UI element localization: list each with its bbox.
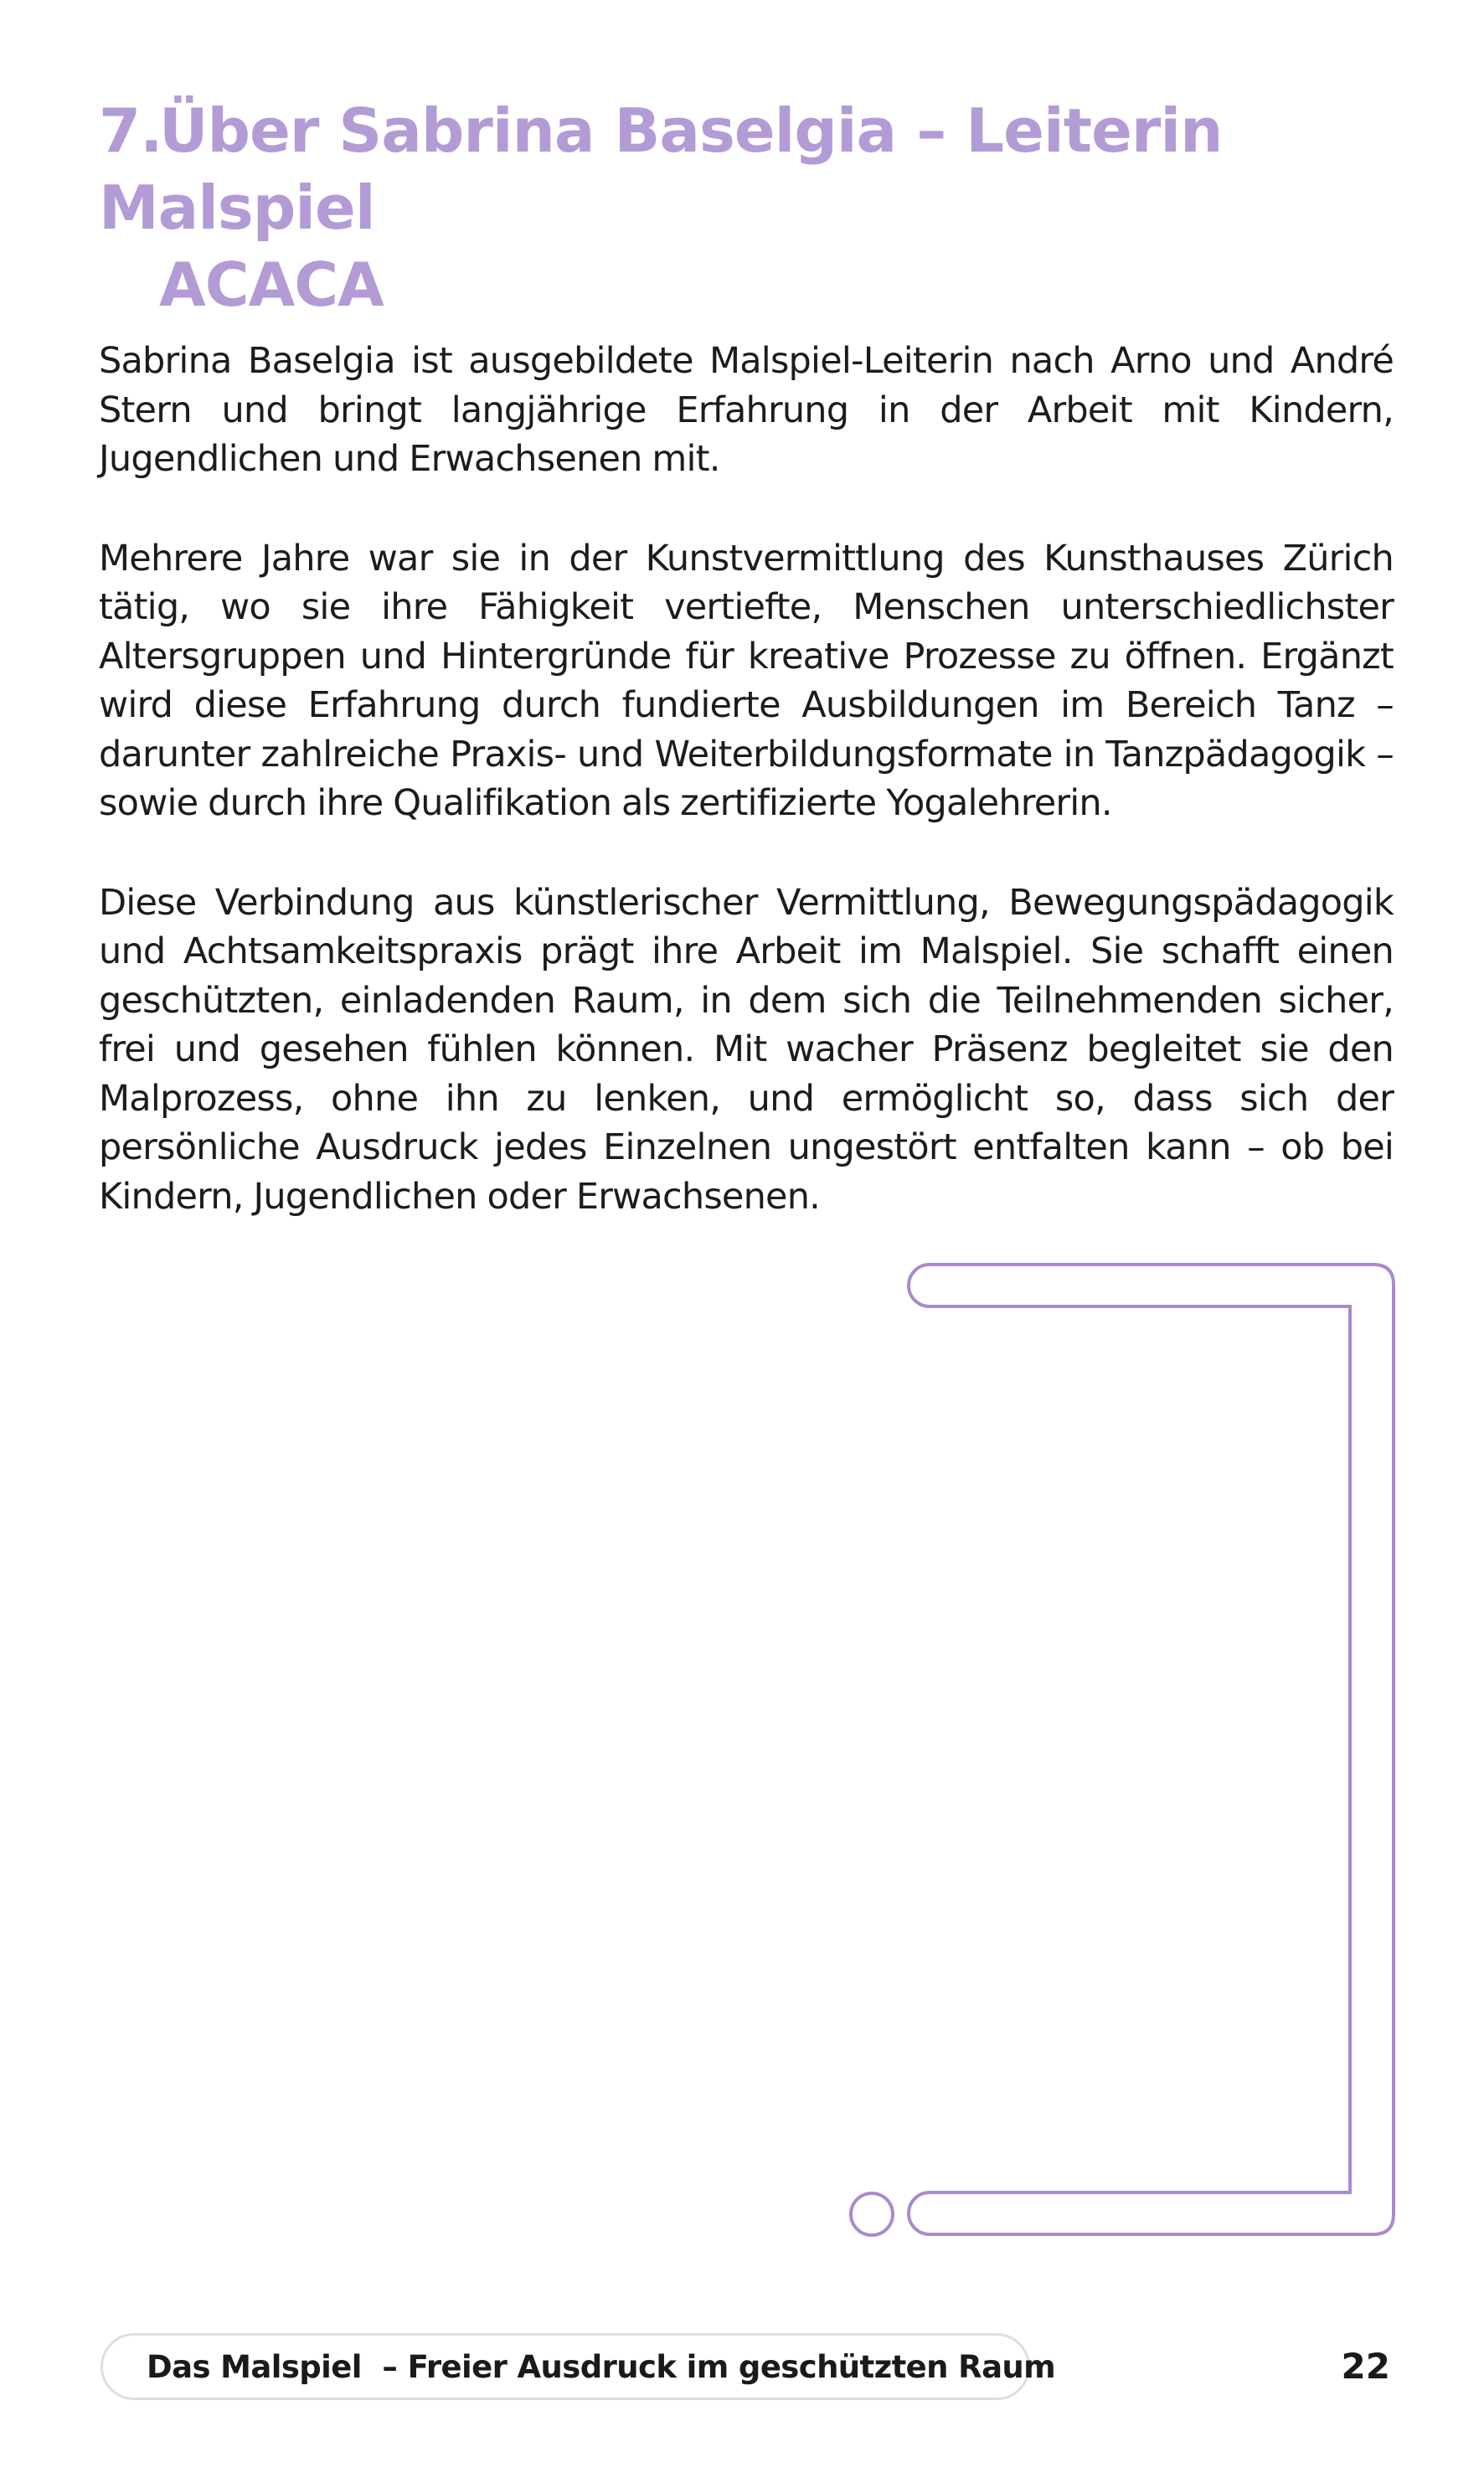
paragraph-intro: Sabrina Baselgia ist ausgebildete Malspiel-Leiterin nach Arno und André Stern und bringt langjährige Erfahrung in der Arbeit mit Kindern, Jugendlichen und Erwachsenen mit. bbox=[99, 340, 1394, 480]
page-title bbox=[99, 92, 1405, 323]
page-number: 22 bbox=[1341, 2346, 1390, 2387]
bracket-inner-line bbox=[930, 1306, 1350, 2192]
paragraph-experience: Mehrere Jahre war sie in der Kunstvermittlung des Kunsthauses Zürich tätig, wo sie ihre Fähigkeit vertiefte, Menschen unterschiedlichster Altersgruppen und Hintergründe für kreative Prozesse zu öffnen. Ergänzt wird diese Erfahrung durch fundierte Ausbildungen im Bereich Tanz – darunter zahlreiche Praxis- und Weiterbildungsformate in Tanzpädagogik – sowie durch ihre Qualifikation als zertifizierte Yogalehrerin. bbox=[99, 537, 1394, 824]
footer-title-pill bbox=[100, 2333, 1056, 2400]
decorative-circle-icon bbox=[851, 2193, 893, 2235]
bracket-outer-line bbox=[930, 1265, 1394, 2234]
paragraph-approach: Diese Verbindung aus künstlerischer Vermittlung, Bewegungspädagogik und Achtsamkeitspraxis prägt ihre Arbeit im Malspiel. Sie schafft einen geschützten, einladenden Raum, in dem sich die Teilnehmenden sicher, frei und gesehen fühlen können. Mit wacher Präsenz begleitet sie den Malprozess, ohne ihn zu lenken, und ermöglicht so, dass sich der persönliche Ausdruck jedes Einzelnen ungestört entfalten kann – ob bei Kindern, Jugendlichen oder Erwachsenen. bbox=[99, 881, 1394, 1218]
section-number: 7. bbox=[99, 95, 162, 166]
page-title-line-2: ACACA bbox=[159, 250, 384, 320]
page-title-line-1: Über Sabrina Baselgia – Leiterin Malspiel bbox=[99, 95, 1223, 243]
footer-title: Das Malspiel – Freier Ausdruck im geschützten Raum bbox=[147, 2348, 1056, 2385]
body-text bbox=[99, 337, 1394, 1271]
bracket-bottom-cap bbox=[909, 2192, 930, 2234]
